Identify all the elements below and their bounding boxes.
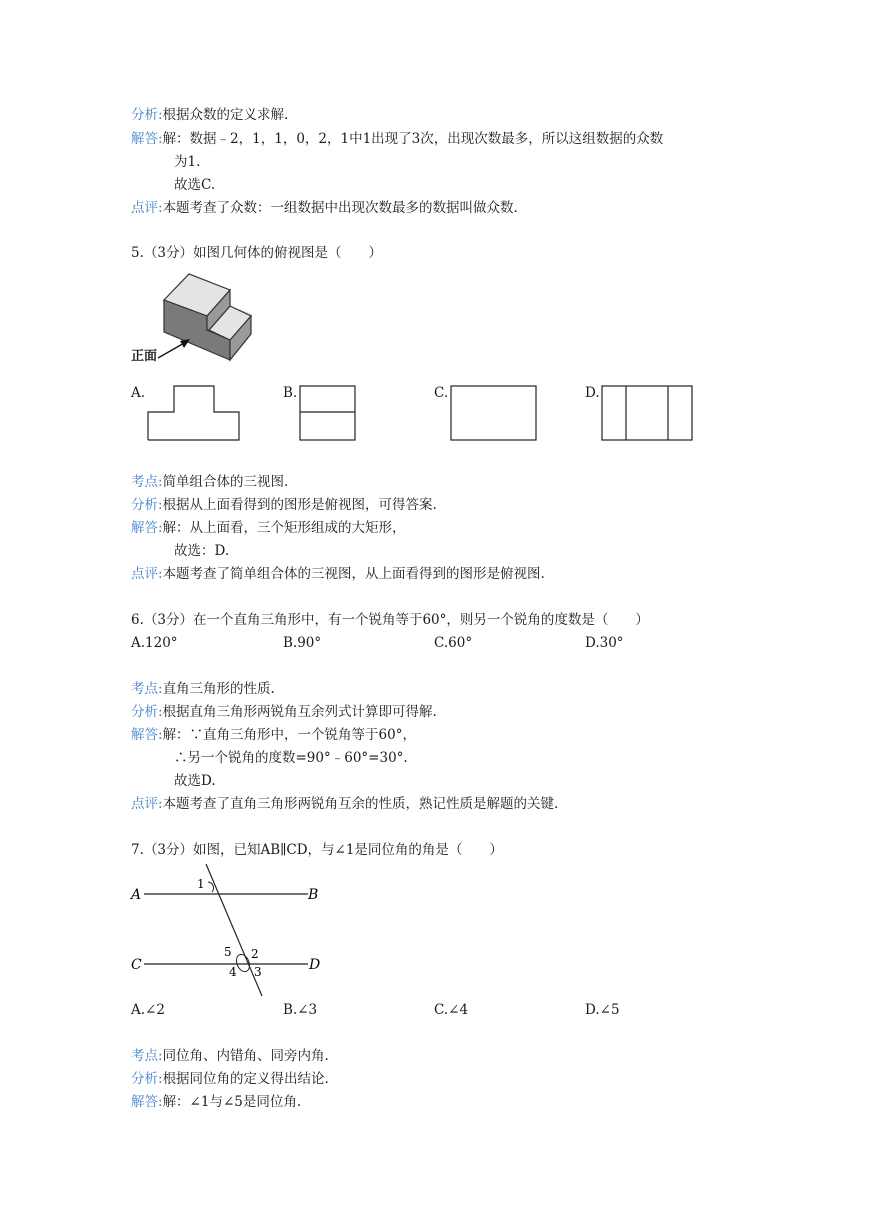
q5-solution: 解答:解：从上面看，三个矩形组成的大矩形， [131,520,406,536]
q4-analysis: 分析:根据众数的定义求解. [131,107,289,123]
q7-option-d: D.∠5 [585,1002,620,1018]
q5-option-b-figure [298,384,358,444]
q5-comment: 点评:本题考查了简单组合体的三视图，从上面看得到的图形是俯视图. [131,566,545,582]
q6-solution-step: ∴另一个锐角的度数=90°﹣60°=30°. [174,750,408,766]
q7-solution: 解答:解：∠1与∠5是同位角. [131,1094,302,1110]
q5-option-b-label: B. [283,385,298,401]
point-c-label: C [131,957,142,973]
q6-option-b: B.90° [283,635,322,651]
q6-comment: 点评:本题考查了直角三角形两锐角互余的性质，熟记性质是解题的关键. [131,796,559,812]
angle-1-label: 1 [197,877,205,891]
angle-3-label: 3 [254,965,262,979]
q5-option-a-figure [146,384,242,444]
q5-option-d-figure [600,384,695,444]
q7-analysis: 分析:根据同位角的定义得出结论. [131,1071,329,1087]
point-a-label: A [131,887,142,903]
q7-topic: 考点:同位角、内错角、同旁内角. [131,1048,329,1064]
q7-option-b: B.∠3 [283,1002,318,1018]
q6-option-a: A.120° [131,635,178,651]
q5-analysis: 分析:根据从上面看得到的图形是俯视图，可得答案. [131,497,437,513]
angle-5-label: 5 [224,945,232,959]
q4-comment: 点评:本题考查了众数：一组数据中出现次数最多的数据叫做众数. [131,200,518,216]
q7-option-c: C.∠4 [434,1002,469,1018]
q7-parallel-lines-figure [128,862,328,1002]
q6-analysis: 分析:根据直角三角形两锐角互余列式计算即可得解. [131,704,437,720]
q5-option-c-label: C. [434,385,449,401]
q4-solution-cont: 为1. [174,154,201,170]
angle-2-label: 2 [251,947,259,961]
q6-topic: 考点:直角三角形的性质. [131,681,275,697]
q6-option-c: C.60° [434,635,473,651]
q6-answer: 故选D. [174,773,216,789]
q5-figure-front-label: 正面 [131,349,158,364]
q6-solution: 解答:解：∵直角三角形中，一个锐角等于60°， [131,727,416,743]
q7-option-a: A.∠2 [131,1002,165,1018]
angle-4-label: 4 [229,965,237,979]
q6-option-d: D.30° [585,635,624,651]
q5-topic: 考点:简单组合体的三视图. [131,474,289,490]
q5-answer: 故选：D. [174,543,230,559]
q5-option-d-label: D. [585,385,600,401]
q5-option-c-figure [449,384,539,444]
point-d-label: D [309,957,321,973]
point-b-label: B [308,887,319,903]
q4-answer: 故选C. [174,177,216,193]
q7-stem: 7.（3分）如图，已知AB∥CD，与∠1是同位角的角是（ ） [131,842,503,858]
q5-stem: 5.（3分）如图几何体的俯视图是（ ） [131,245,382,261]
q6-stem: 6.（3分）在一个直角三角形中，有一个锐角等于60°，则另一个锐角的度数是（ ） [131,612,649,628]
q5-option-a-label: A. [131,385,146,401]
q4-solution: 解答:解：数据﹣2，1，1，0，2，1中1出现了3次，出现次数最多，所以这组数据的众数 [131,131,664,147]
